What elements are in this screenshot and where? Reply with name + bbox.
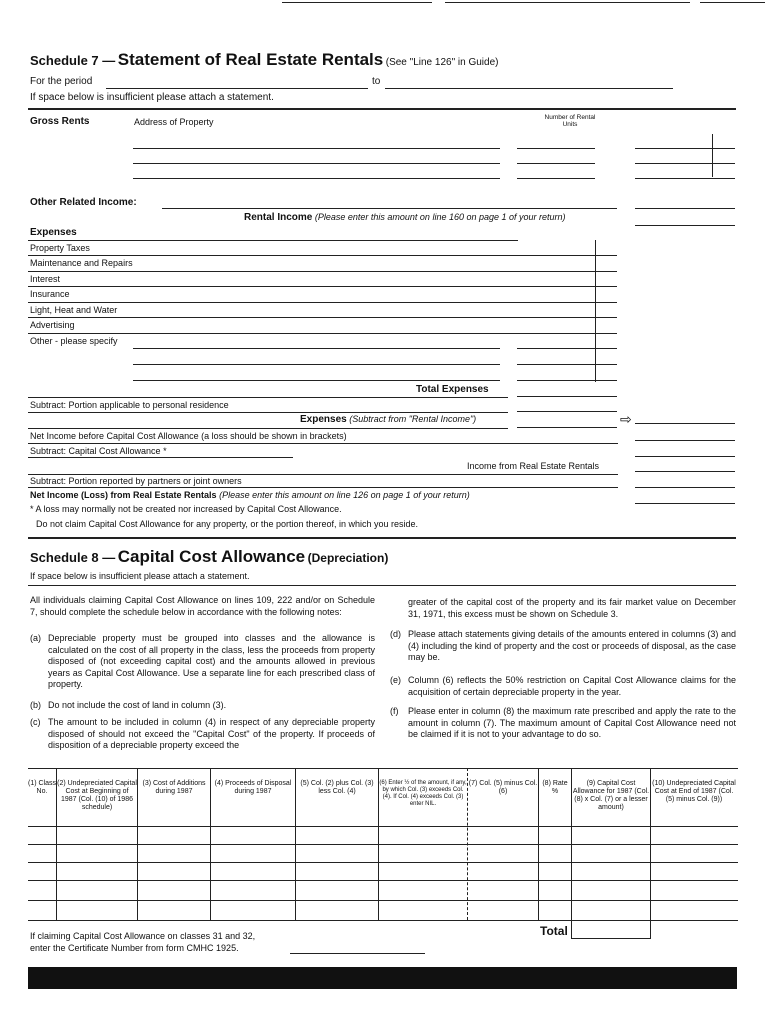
note-e-marker: (e) (390, 675, 401, 685)
address-line-1[interactable] (133, 148, 500, 149)
advertising-amount[interactable] (517, 333, 617, 334)
rental-income-label: Rental Income (244, 212, 313, 223)
col-six-header: (6) Enter ½ of the amount, if any, by which Col. (3) exceeds Col. (4). If Col. (4) exceeds Col. (3) enter NIL. (379, 780, 467, 807)
other-amount-3[interactable] (517, 380, 617, 381)
rental-income-row (244, 212, 566, 223)
expense-property-taxes: Property Taxes (30, 243, 90, 253)
top-rule-1 (282, 2, 432, 3)
schedule7-bottom-rule (28, 537, 736, 539)
address-line-2[interactable] (133, 163, 500, 164)
col-ucc-end-header: (10) Undepreciated Capital Cost at End of 1987 (Col. (5) minus Col. (9)) (652, 780, 736, 803)
rental-units-line-3[interactable] (517, 178, 595, 179)
rental-units-line-2[interactable] (517, 163, 595, 164)
expense-rule-5 (28, 317, 518, 318)
note-a: Depreciable property must be grouped into classes and the allowance is calculated on the cost of all property in the class, less the proceeds from property disposed of (not exceeding capital cost) and the amounts allowed in previous years as Capital Cost Allowance. Use a separate line for each prescribed class of property. (48, 633, 375, 689)
schedule8-top-rule (28, 585, 736, 586)
expense-rule-1 (28, 255, 518, 256)
note-d: Please attach statements giving details of the amounts entered in columns (3) and (4) including the kind of property and the cost or proceeds of disposal, as the case may be. (408, 629, 736, 662)
schedule7-top-rule (28, 108, 736, 110)
other-specify-line-1[interactable] (133, 348, 500, 349)
net-income-loss-row (30, 490, 470, 500)
gross-rent-amount-1[interactable] (635, 148, 735, 149)
total-expenses-rule (28, 397, 508, 398)
subtract-personal-label: Subtract: Portion applicable to personal residence (30, 400, 229, 410)
col-rate-header: (8) Rate % (542, 780, 568, 795)
partners-portion-amount[interactable] (635, 487, 735, 488)
period-to-label: to (372, 76, 381, 87)
net-before-cca-rule (28, 443, 618, 444)
personal-portion-rule (28, 412, 508, 413)
note-f: Please enter in column (8) the maximum rate prescribed and apply the rate to the amount in column (7). The maximum amount of Capital Cost Allowance need not be claimed if it is not to your advantage to do so. (408, 706, 736, 739)
other-amount-2[interactable] (517, 364, 617, 365)
schedule8-space-note: If space below is insufficient please attach a statement. (30, 571, 250, 581)
cca-table-row-4[interactable] (28, 880, 738, 881)
expense-rule-2 (28, 271, 518, 272)
schedule7-space-note: If space below is insufficient please attach a statement. (30, 92, 274, 103)
amount-column-divider (712, 134, 713, 177)
footnote-residence: Do not claim Capital Cost Allowance for any property, or the portion thereof, in which you reside. (36, 519, 419, 529)
cmhc-certificate-field[interactable] (290, 953, 425, 954)
property-taxes-amount[interactable] (517, 255, 617, 256)
cmhc-note-line1: If claiming Capital Cost Allowance on classes 31 and 32, (30, 931, 256, 941)
cca-table-row-2[interactable] (28, 844, 738, 845)
cca-table-top-rule (28, 768, 738, 769)
subtract-cca-label: Subtract: Capital Cost Allowance * (30, 446, 167, 456)
rental-units-line-1[interactable] (517, 148, 595, 149)
rental-units-label: Number of Rental Units (544, 114, 596, 128)
cca-table-row-3[interactable] (28, 862, 738, 863)
expense-advertising: Advertising (30, 320, 75, 330)
light-heat-water-amount[interactable] (517, 317, 617, 318)
expense-other: Other - please specify (30, 336, 118, 346)
footnote-loss: * A loss may normally not be created nor increased by Capital Cost Allowance. (30, 504, 342, 514)
cca-table-row-5[interactable] (28, 900, 738, 901)
address-of-property-label: Address of Property (134, 117, 214, 127)
total-expenses-label: Total Expenses (416, 384, 489, 395)
col-cca-header: (9) Capital Cost Allowance for 1987 (Col. (8) x Col. (7) or a lesser amount) (572, 780, 650, 811)
gross-rents-label: Gross Rents (30, 116, 90, 127)
expenses-carried-amount[interactable] (635, 423, 735, 424)
rental-income-amount[interactable] (635, 225, 735, 226)
col-class-no-header: (1) Class No. (28, 780, 57, 795)
expenses-heading: Expenses (30, 227, 77, 238)
address-line-3[interactable] (133, 178, 500, 179)
subtract-cca-rule (28, 457, 293, 458)
right-arrow-icon: ⇨ (620, 411, 632, 427)
expense-rule-3 (28, 286, 518, 287)
note-c-continued: greater of the capital cost of the property and its fair market value on December 31, 1971, this excess must be shown on Schedule 3. (408, 597, 736, 619)
expenses-amount[interactable] (517, 427, 617, 428)
expense-column-divider (595, 240, 596, 382)
cca-total-label: Total (540, 924, 568, 938)
cmhc-note-line2: enter the Certificate Number from form CMHC 1925. (30, 943, 239, 953)
period-label: For the period (30, 76, 93, 87)
other-related-income-field[interactable] (162, 208, 617, 209)
col-proceeds-header: (4) Proceeds of Disposal during 1987 (214, 780, 292, 795)
schedule7-label: Schedule 7 — (30, 53, 116, 68)
other-amount-1[interactable] (517, 348, 617, 349)
expense-rule-4 (28, 302, 518, 303)
note-d-marker: (d) (390, 629, 401, 639)
schedule8-subtitle: (Depreciation) (307, 551, 389, 565)
other-related-income-amount[interactable] (635, 208, 735, 209)
income-from-rentals-label: Income from Real Estate Rentals (467, 461, 600, 471)
subtract-partners-label: Subtract: Portion reported by partners or joint owners (30, 476, 242, 486)
note-a-marker: (a) (30, 633, 41, 643)
cca-table-row-1[interactable] (28, 826, 738, 827)
subtract-partners-rule (28, 487, 618, 488)
other-specify-line-2[interactable] (133, 364, 500, 365)
cca-amount[interactable] (635, 456, 735, 457)
income-from-rentals-rule (28, 474, 618, 475)
bottom-black-bar (28, 967, 737, 989)
maintenance-amount[interactable] (517, 271, 617, 272)
note-b-marker: (b) (30, 700, 41, 710)
top-rule-2 (445, 2, 690, 3)
period-to-field[interactable] (385, 88, 673, 89)
expense-interest: Interest (30, 274, 61, 284)
expense-rule-0 (28, 240, 518, 241)
period-from-field[interactable] (106, 88, 368, 89)
note-c-marker: (c) (30, 717, 41, 727)
expenses-label: Expenses (300, 414, 347, 425)
note-c: The amount to be included in column (4) in respect of any depreciable property disposed of should not exceed the "Capital Cost" of the property. If proceeds of disposition of a depreciable property exceed the (48, 717, 375, 750)
col-seven-header: (7) Col. (5) minus Col. (6) (468, 780, 538, 795)
net-income-loss-amount[interactable] (635, 503, 735, 504)
net-income-loss-label: Net Income (Loss) from Real Estate Rentals (30, 490, 217, 500)
expenses-row (300, 414, 476, 425)
net-before-cca-label: Net Income before Capital Cost Allowance (a loss should be shown in brackets) (30, 431, 347, 441)
top-rule-3 (700, 2, 765, 3)
schedule8-label: Schedule 8 — (30, 550, 116, 565)
expenses-note: (Subtract from "Rental Income") (349, 414, 477, 424)
col-five-header: (5) Col. (2) plus Col. (3) less Col. (4) (300, 780, 374, 795)
schedule8-title: Capital Cost Allowance (117, 547, 306, 566)
cca-total-box[interactable] (571, 920, 651, 939)
note-e: Column (6) reflects the 50% restriction on Capital Cost Allowance claims for the acquisition of certain depreciable property in the year. (408, 675, 736, 697)
gross-rent-amount-2[interactable] (635, 163, 735, 164)
interest-amount[interactable] (517, 286, 617, 287)
personal-portion-amount[interactable] (517, 411, 617, 412)
note-b: Do not include the cost of land in column (3). (48, 700, 227, 710)
schedule8-intro: All individuals claiming Capital Cost Allowance on lines 109, 222 and/or on Schedule 7, should complete the schedule below in accordance with the following notes: (30, 595, 375, 617)
gross-rent-amount-3[interactable] (635, 178, 735, 179)
schedule7-guide-ref: (See "Line 126" in Guide) (385, 57, 499, 68)
schedule8-heading (30, 547, 388, 567)
total-expenses-amount[interactable] (517, 396, 617, 397)
schedule7-title: Statement of Real Estate Rentals (117, 50, 384, 69)
expense-insurance: Insurance (30, 289, 70, 299)
note-f-marker: (f) (390, 706, 399, 716)
col-additions-header: (3) Cost of Additions during 1987 (142, 780, 206, 795)
schedule7-heading (30, 50, 498, 70)
income-from-rentals-amount[interactable] (635, 471, 735, 472)
col-ucc-beginning-header: (2) Undepreciated Capital Cost at Beginning of 1987 (Col. (10) of 1986 schedule) (57, 780, 137, 811)
other-related-income-label: Other Related Income: (30, 197, 137, 208)
other-specify-line-3[interactable] (133, 380, 500, 381)
net-income-note: (Please enter this amount on line 126 on page 1 of your return) (219, 490, 470, 500)
expense-maintenance: Maintenance and Repairs (30, 258, 133, 268)
net-before-cca-amount[interactable] (635, 440, 735, 441)
expense-rule-6 (28, 333, 518, 334)
insurance-amount[interactable] (517, 302, 617, 303)
rental-income-note: (Please enter this amount on line 160 on page 1 of your return) (314, 212, 566, 222)
expenses-rule (28, 428, 508, 429)
expense-light-heat-water: Light, Heat and Water (30, 305, 118, 315)
